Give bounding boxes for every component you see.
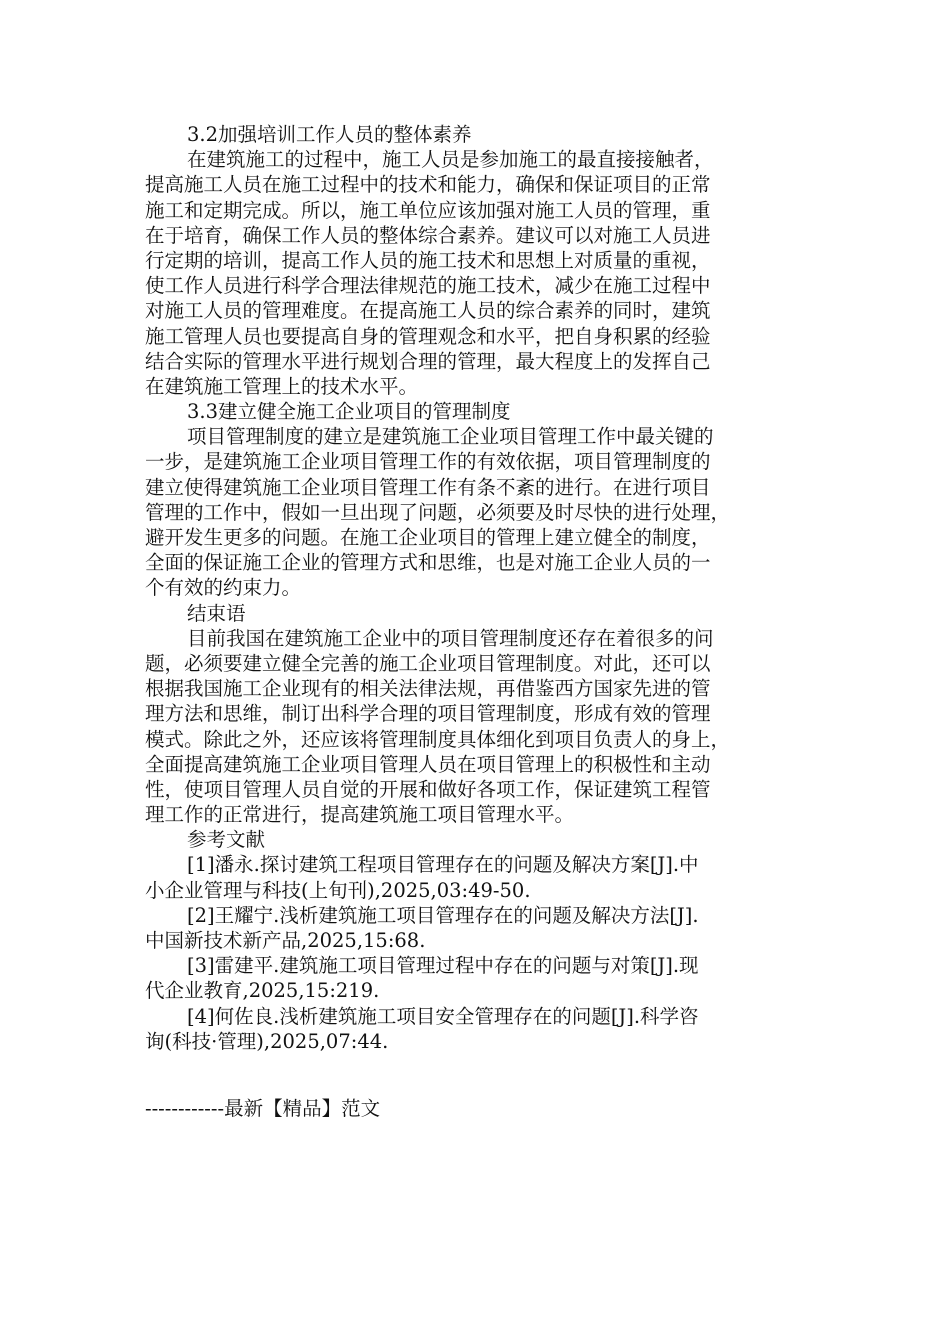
paragraph-line: 施工和定期完成。所以，施工单位应该加强对施工人员的管理，重 — [145, 198, 711, 222]
paragraph-line: 理方法和思维，制订出科学合理的项目管理制度，形成有效的管理 — [145, 702, 711, 726]
reference-line: [3]雷建平.建筑施工项目管理过程中存在的问题与对策[J].现 — [187, 954, 699, 978]
reference-line: [1]潘永.探讨建筑工程项目管理存在的问题及解决方案[J].中 — [187, 853, 699, 877]
paragraph-line: 对施工人员的管理难度。在提高施工人员的综合素养的同时，建筑 — [145, 299, 711, 323]
paragraph-line: 在于培育，确保工作人员的整体综合素养。建议可以对施工人员进 — [145, 223, 711, 247]
paragraph-line: 管理的工作中，假如一旦出现了问题，必须要及时尽快的进行处理， — [145, 500, 731, 524]
reference-line: 中国新技术新产品,2025,15:68. — [145, 929, 426, 952]
paragraph-line: 模式。除此之外，还应该将管理制度具体细化到项目负责人的身上， — [145, 727, 731, 751]
paragraph-line: 全面的保证施工企业的管理方式和思维，也是对施工企业人员的一 — [145, 551, 711, 575]
conclusion-heading: 结束语 — [187, 601, 246, 625]
references-heading: 参考文献 — [187, 828, 266, 852]
document-body — [145, 122, 807, 1054]
paragraph-line: 提高施工人员在施工过程中的技术和能力，确保和保证项目的正常 — [145, 173, 711, 197]
paragraph-line: 行定期的培训，提高工作人员的施工技术和思想上对质量的重视， — [145, 248, 711, 272]
footer-note: ------------最新【精品】范文 — [145, 1097, 381, 1120]
paragraph-line: 项目管理制度的建立是建筑施工企业项目管理工作中最关键的 — [187, 425, 714, 449]
paragraph-line: 全面提高建筑施工企业项目管理人员在项目管理上的积极性和主动 — [145, 752, 711, 776]
reference-item — [145, 852, 807, 902]
reference-item — [145, 1004, 807, 1054]
reference-item — [145, 903, 807, 953]
reference-line: [4]何佐良.浅析建筑施工项目安全管理存在的问题[J].科学咨 — [187, 1004, 699, 1028]
paragraph-line: 结合实际的管理水平进行规划合理的管理，最大程度上的发挥自己 — [145, 349, 711, 373]
paragraph-line: 根据我国施工企业现有的相关法律法规，再借鉴西方国家先进的管 — [145, 677, 711, 701]
paragraph-line: 理工作的正常进行，提高建筑施工项目管理水平。 — [145, 803, 575, 827]
paragraph-line: 性，使项目管理人员自觉的开展和做好各项工作，保证建筑工程管 — [145, 777, 711, 801]
reference-item — [145, 953, 807, 1003]
conclusion-paragraph — [145, 626, 807, 828]
section-3-2-paragraph — [145, 147, 807, 399]
paragraph-line: 在建筑施工管理上的技术水平。 — [145, 374, 419, 398]
paragraph-line: 使工作人员进行科学合理法律规范的施工技术，减少在施工过程中 — [145, 274, 711, 298]
paragraph-line: 题，必须要建立健全完善的施工企业项目管理制度。对此，还可以 — [145, 651, 711, 675]
paragraph-line: 施工管理人员也要提高自身的管理观念和水平，把自身积累的经验 — [145, 324, 711, 348]
section-3-3-paragraph — [145, 424, 807, 600]
paragraph-line: 目前我国在建筑施工企业中的项目管理制度还存在着很多的问 — [187, 626, 714, 650]
reference-line: [2]王耀宁.浅析建筑施工项目管理存在的问题及解决方法[J]. — [187, 903, 699, 927]
paragraph-line: 一步，是建筑施工企业项目管理工作的有效依据，项目管理制度的 — [145, 450, 711, 474]
reference-line: 代企业教育,2025,15:219. — [145, 979, 380, 1003]
references-list — [145, 852, 807, 1054]
section-heading-3-3: 3.3建立健全施工企业项目的管理制度 — [187, 400, 511, 424]
paragraph-line: 个有效的约束力。 — [145, 576, 302, 600]
paragraph-line: 建立使得建筑施工企业项目管理工作有条不紊的进行。在进行项目 — [145, 475, 711, 499]
section-heading-3-2: 3.2加强培训工作人员的整体素养 — [187, 123, 472, 146]
reference-line: 小企业管理与科技(上旬刊),2025,03:49-50. — [145, 878, 531, 902]
paragraph-line: 避开发生更多的问题。在施工企业项目的管理上建立健全的制度， — [145, 526, 711, 549]
paragraph-line: 在建筑施工的过程中，施工人员是参加施工的最直接接触者， — [187, 148, 714, 172]
reference-line: 询(科技·管理),2025,07:44. — [145, 1029, 389, 1053]
